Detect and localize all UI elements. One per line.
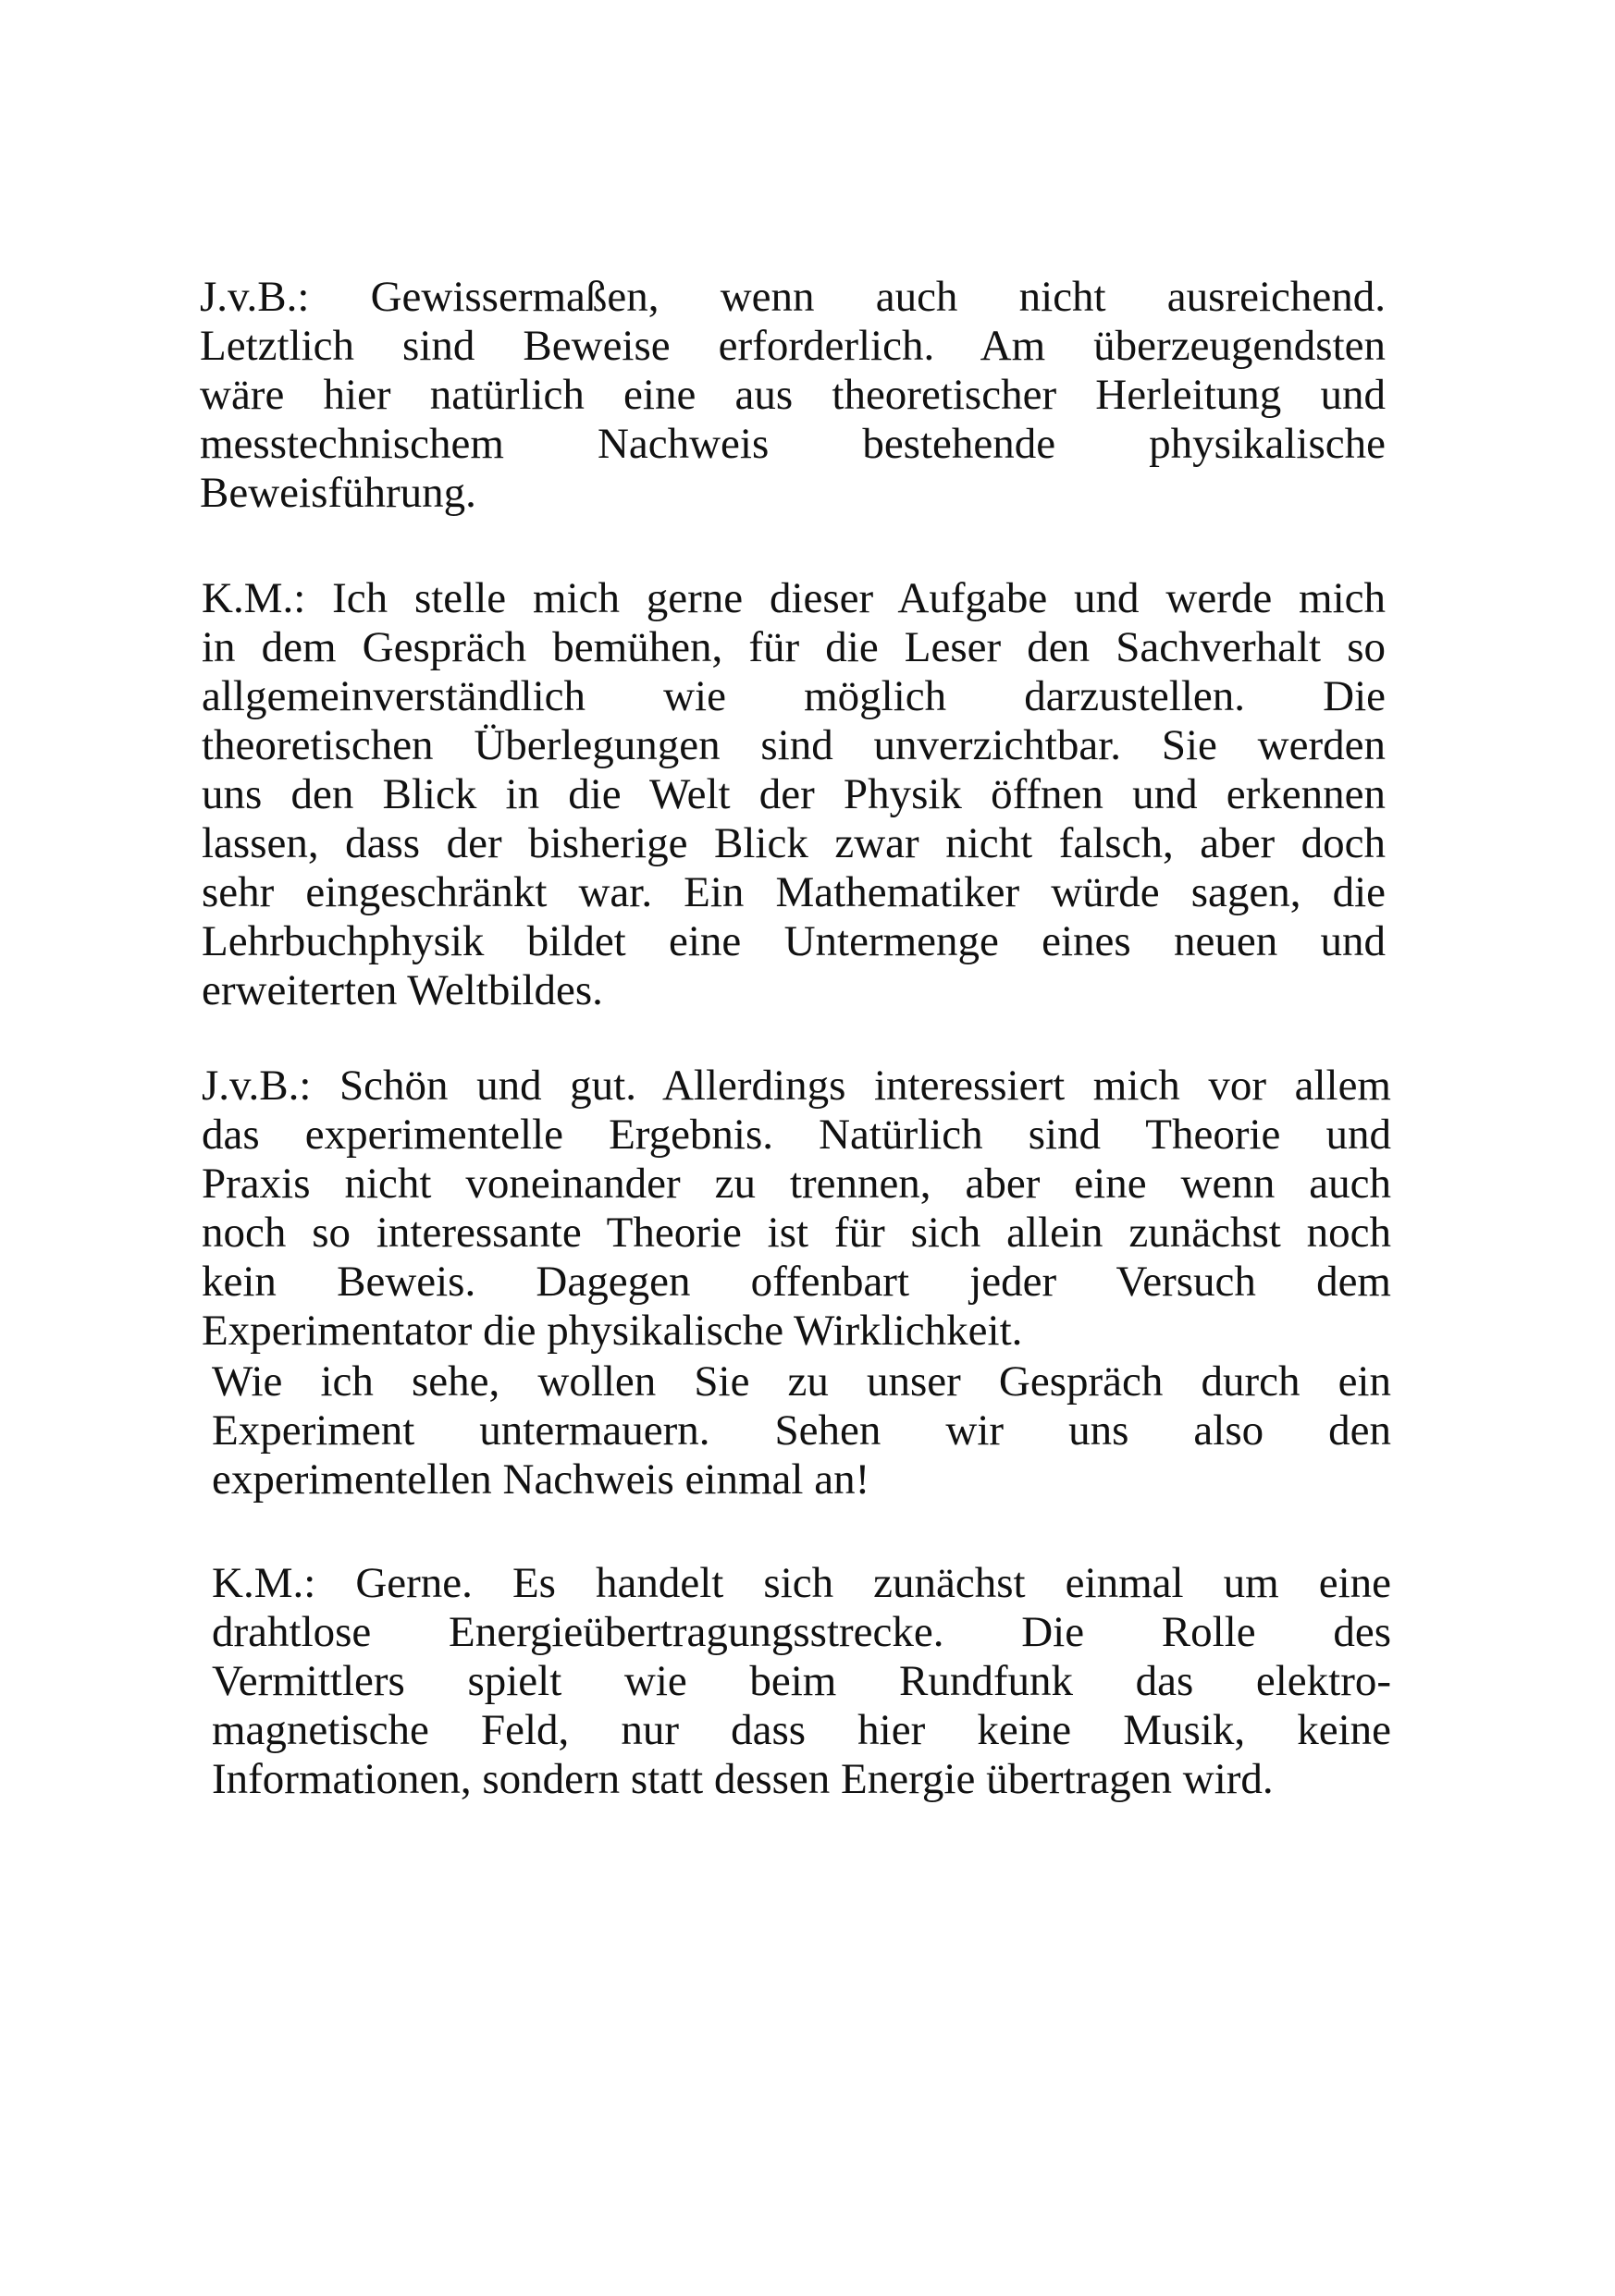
text-line: K.M.: Ich stelle mich gerne dieser Aufgabe und werde mich	[202, 574, 1386, 622]
paragraph-jvb-2-continued	[212, 1357, 1391, 1504]
text-line: experimentellen Nachweis einmal an!	[212, 1455, 870, 1504]
paragraph-km-1	[202, 574, 1386, 1015]
text-line: Letztlich sind Beweise erforderlich. Am überzeugendsten	[200, 322, 1386, 370]
text-line: Lehrbuchphysik bildet eine Untermenge eines neuen und	[202, 917, 1386, 965]
text-line: K.M.: Gerne. Es handelt sich zunächst einmal um eine	[212, 1559, 1391, 1607]
paragraph-jvb-1	[200, 273, 1386, 518]
text-line: Informationen, sondern statt dessen Energie übertragen wird.	[212, 1755, 1274, 1803]
text-line: Praxis nicht voneinander zu trennen, aber eine wenn auch	[202, 1160, 1391, 1208]
text-line: J.v.B.: Gewissermaßen, wenn auch nicht ausreichend.	[200, 273, 1386, 321]
text-line: drahtlose Energieübertragungsstrecke. Die Rolle des	[212, 1608, 1391, 1656]
text-line: messtechnischem Nachweis bestehende physikalische	[200, 420, 1386, 468]
text-line: uns den Blick in die Welt der Physik öffnen und erkennen	[202, 770, 1386, 818]
text-line: Experiment untermauern. Sehen wir uns also den	[212, 1406, 1391, 1455]
text-line: Wie ich sehe, wollen Sie zu unser Gespräch durch ein	[212, 1357, 1391, 1406]
text-line: erweiterten Weltbildes.	[202, 966, 603, 1014]
text-line: theoretischen Überlegungen sind unverzichtbar. Sie werden	[202, 721, 1386, 769]
text-line: in dem Gespräch bemühen, für die Leser den Sachverhalt so	[202, 623, 1386, 671]
text-line: Experimentator die physikalische Wirklichkeit.	[202, 1307, 1023, 1355]
text-line: sehr eingeschränkt war. Ein Mathematiker würde sagen, die	[202, 868, 1386, 916]
paragraph-jvb-2	[202, 1062, 1391, 1356]
text-line: magnetische Feld, nur dass hier keine Musik, keine	[212, 1706, 1391, 1754]
text-line: noch so interessante Theorie ist für sich allein zunächst noch	[202, 1209, 1391, 1257]
text-line: das experimentelle Ergebnis. Natürlich sind Theorie und	[202, 1111, 1391, 1159]
text-line: J.v.B.: Schön und gut. Allerdings interessiert mich vor allem	[202, 1062, 1391, 1110]
text-line: kein Beweis. Dagegen offenbart jeder Versuch dem	[202, 1258, 1391, 1306]
text-line: lassen, dass der bisherige Blick zwar nicht falsch, aber doch	[202, 819, 1386, 867]
text-line: Vermittlers spielt wie beim Rundfunk das elektro-	[212, 1657, 1391, 1705]
text-line: Beweisführung.	[200, 469, 476, 517]
paragraph-km-2	[212, 1559, 1391, 1804]
text-line: allgemeinverständlich wie möglich darzustellen. Die	[202, 672, 1386, 720]
text-line: wäre hier natürlich eine aus theoretischer Herleitung und	[200, 371, 1386, 419]
